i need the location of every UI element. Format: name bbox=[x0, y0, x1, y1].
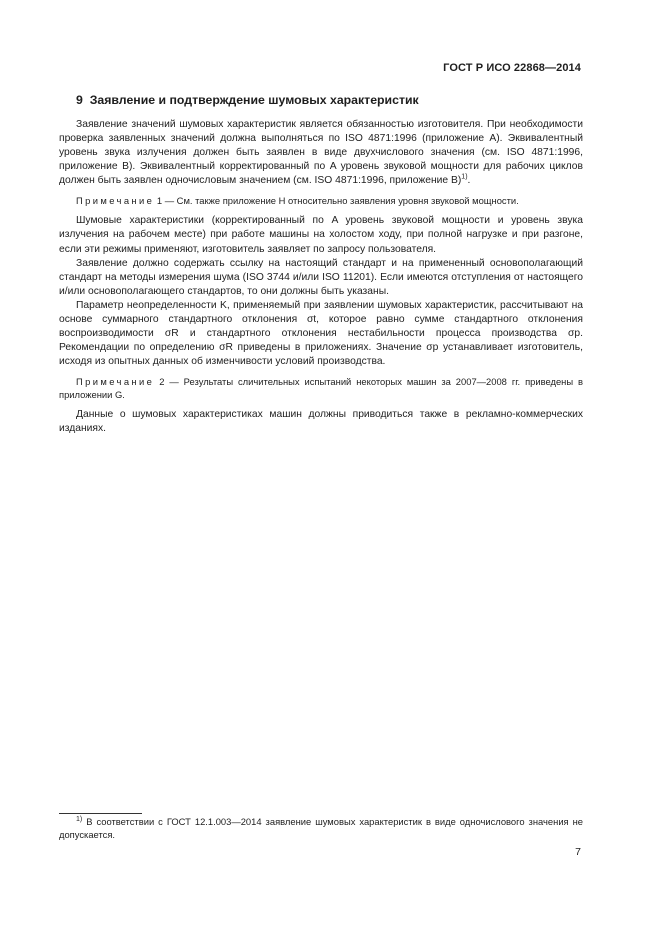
paragraph: Данные о шумовых характеристиках машин должны приводиться также в рекламно-коммерческих изданиях. bbox=[59, 409, 583, 435]
page-number: 7 bbox=[575, 846, 581, 858]
footnote-mark: 1) bbox=[76, 815, 83, 823]
document-header: ГОСТ Р ИСО 22868—2014 bbox=[443, 62, 581, 74]
paragraph: Параметр неопределенности K, применяемый при заявлении шумовых характеристик, рассчитывают на основе суммарного стандартного отклонения σt, которое равно сумме стандартного отклонения воспроизводимости σR и стандартного отклонения нестабильности процесса производства σp. Рекомендации по определению σR приведены в приложениях. Значение σp устанавливает изготовитель, исходя из опытных данных об изменчивости условий производства. bbox=[59, 299, 583, 367]
paragraph: Заявление значений шумовых характеристик является обязанностью изготовителя. При необходимости проверка заявленных значений должна выполняться по ISO 4871:1996 (приложение А). Эквивалентный уровень звука излучения должен быть заявлен в виде двухчислового значения (см. ISO 4871:1996, приложение В). Эквивалентный корректированный по A уровень звуковой мощности для рабочих циклов должен быть заявлен одночисловым значением (см. ISO 4871:1996, приложение В)$^{1)}$. bbox=[59, 119, 583, 187]
note-2 bbox=[59, 375, 583, 401]
note-label: Примечание bbox=[76, 375, 155, 387]
paragraph: Заявление должно содержать ссылку на настоящий стандарт и на примененный основополагающий стандарт на методы измерения шума (ISO 3744 и/или ISO 11201). Если имеются отступления от настоящего и/или основополагающего стандартов, то они должны быть указаны. bbox=[59, 257, 583, 297]
footnote-divider bbox=[59, 813, 142, 814]
footnote-ref: 1) bbox=[461, 173, 468, 181]
document-body bbox=[59, 93, 583, 436]
note-text: 2 — Результаты сличительных испытаний некоторых машин за 2007—2008 гг. приведены в приложении G. bbox=[59, 375, 583, 401]
note-text: 1 — См. также приложение H относительно заявления уровня звуковой мощности. bbox=[156, 195, 519, 207]
footnote bbox=[59, 815, 583, 841]
section-heading bbox=[76, 93, 583, 107]
note-1 bbox=[59, 194, 583, 207]
footnote-text: В соответствии с ГОСТ 12.1.003—2014 заявление шумовых характеристик в виде одночислового значения не допускается. bbox=[59, 816, 584, 841]
section-number: 9 bbox=[76, 93, 83, 107]
section-title: Заявление и подтверждение шумовых характеристик bbox=[89, 93, 419, 107]
paragraph: Шумовые характеристики (корректированный по A уровень звуковой мощности и уровень звука излучения на рабочем месте) при работе машины на холостом ходу, при полной нагрузке и при разгоне, если эти режимы применяют, изготовитель заявляет по запросу пользователя. bbox=[59, 215, 583, 255]
note-label: Примечание bbox=[76, 195, 155, 207]
